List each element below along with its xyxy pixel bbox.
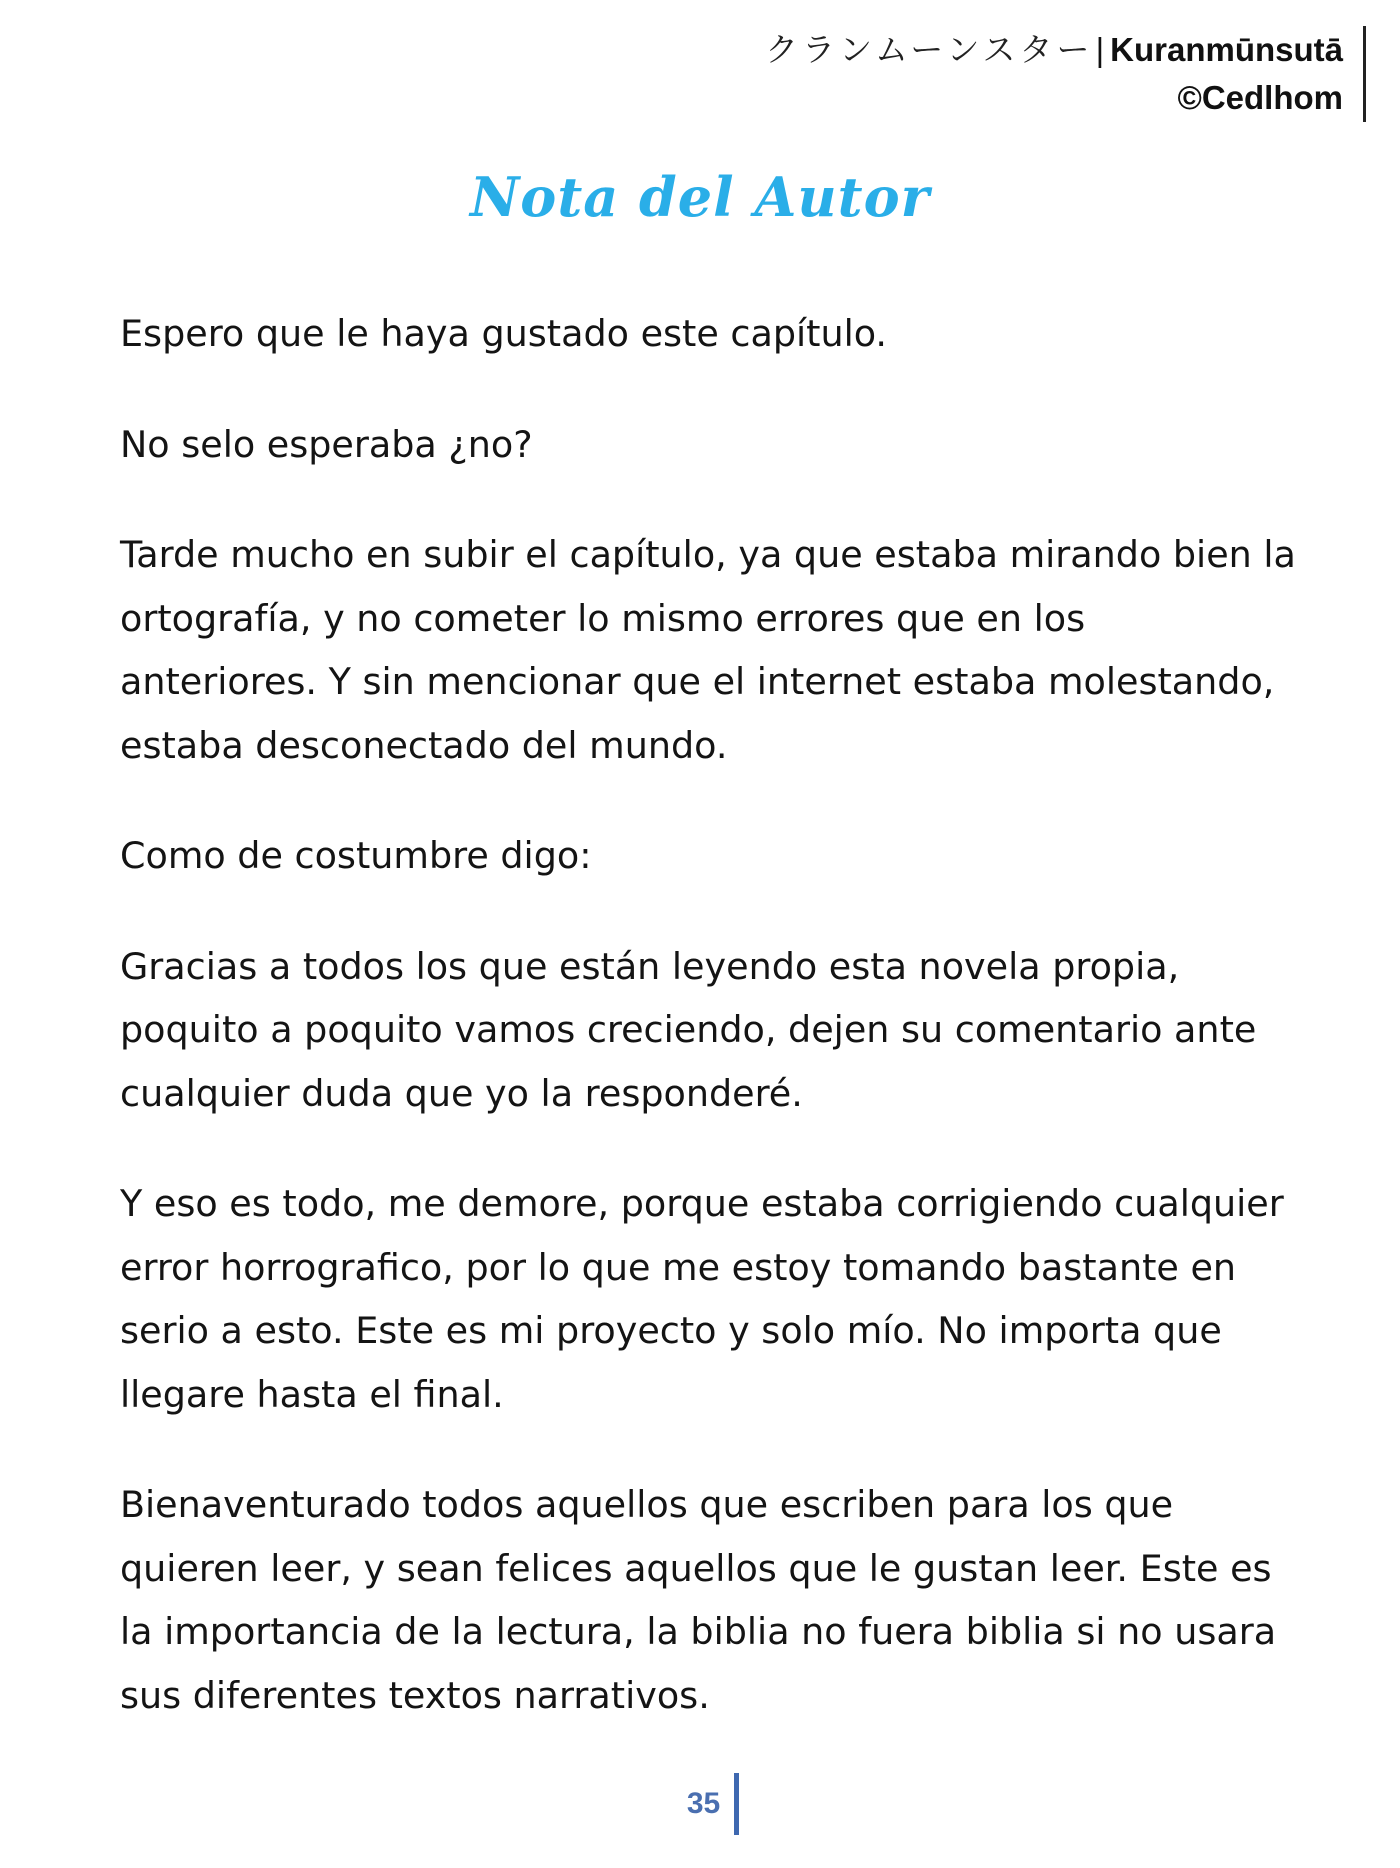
running-header <box>765 26 1366 122</box>
page-footer <box>0 1773 1400 1835</box>
paragraph-1: Espero que le haya gustado este capítulo. <box>120 312 888 355</box>
page-number-bar <box>734 1773 739 1835</box>
header-romaji-title: Kuranmūnsutā <box>1110 31 1343 68</box>
paragraph-3: Tarde mucho en subir el capítulo, ya que estaba mirando bien la ortografía, y no cometer lo mismo errores que en los anteriores. Y sin mencionar que el internet estaba molestando, estaba desconectado del mundo. <box>120 533 1296 767</box>
paragraph-5: Gracias a todos los que están leyendo esta novela propia, poquito a poquito vamos creciendo, dejen su comentario ante cualquier duda que yo la responderé. <box>120 944 1257 1115</box>
header-copyright: ©Cedlhom <box>1177 79 1343 116</box>
header-japanese-title: クランムーンスター <box>765 30 1094 69</box>
paragraph-2: No selo esperaba ¿no? <box>120 422 533 466</box>
page-number: 35 <box>686 1787 721 1820</box>
author-note-body <box>120 302 1300 1774</box>
paragraph-6: Y eso es todo, me demore, porque estaba corrigiendo cualquier error horrografico, por lo que me estoy tomando bastante en serio a esto. Este es mi proyecto y solo mío. No importa que llegare hasta el final. <box>120 1182 1284 1416</box>
page-title: Nota del Autor <box>469 165 931 229</box>
paragraph-7: Bienaventurado todos aquellos que escriben para los que quieren leer, y sean felices aquellos que le gustan leer. Este es la importancia de la lectura, la biblia no fuera biblia si no usara sus diferentes textos narrativos. <box>120 1483 1277 1717</box>
header-separator: | <box>1095 31 1105 68</box>
paragraph-4: Como de costumbre digo: <box>120 834 592 877</box>
